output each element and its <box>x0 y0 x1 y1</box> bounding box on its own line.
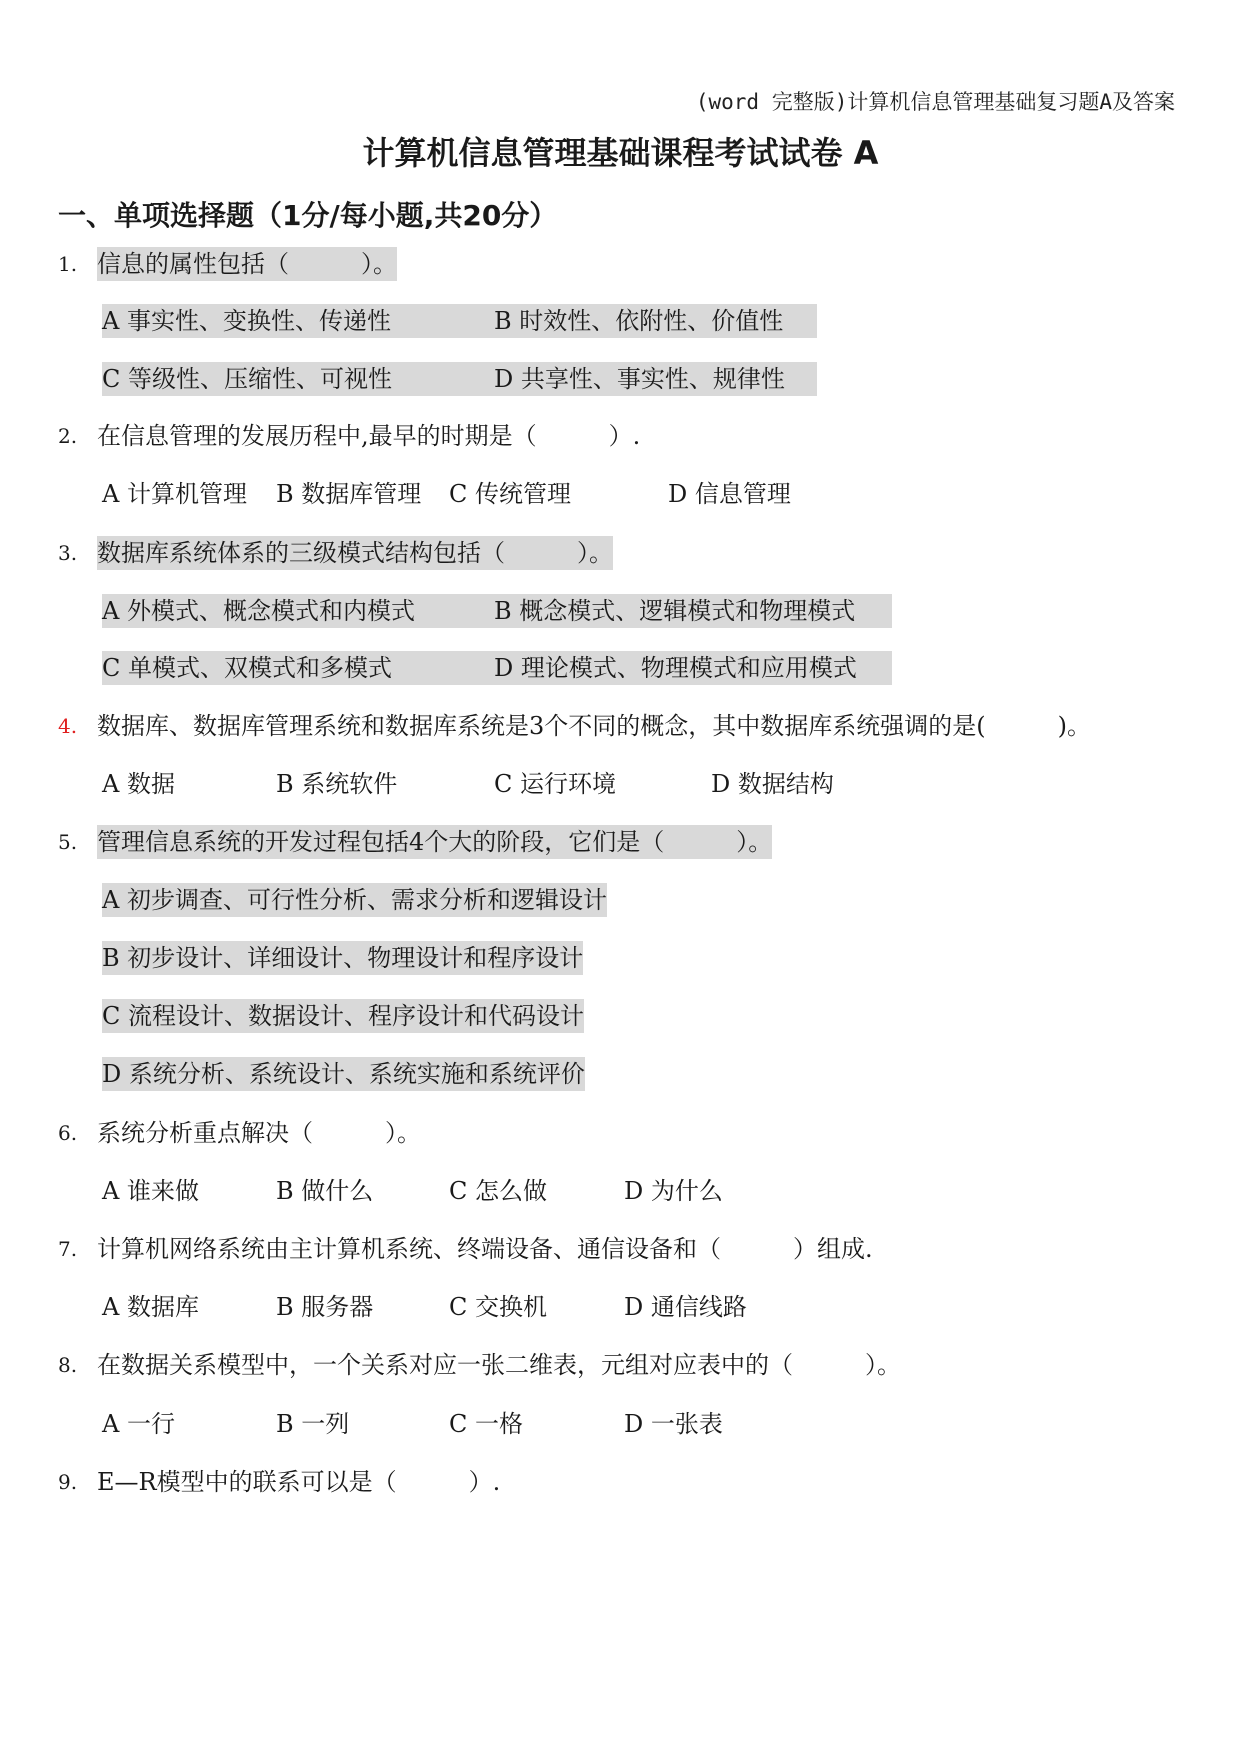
option-b: B 初步设计、详细设计、物理设计和程序设计 <box>102 941 583 975</box>
option-b: B 时效性、依附性、价值性 <box>494 307 784 335</box>
option-row <box>102 883 862 917</box>
question-4 <box>0 709 1241 743</box>
option-c: C 传统管理 <box>449 480 571 508</box>
question-number: 2. <box>58 424 78 448</box>
option-b: B 数据库管理 <box>276 480 422 508</box>
question-text: 数据库系统体系的三级模式结构包括（ ）。 <box>97 536 613 570</box>
question-text: 在信息管理的发展历程中,最早的时期是（ ）. <box>97 422 641 450</box>
question-number: 1. <box>58 252 78 276</box>
option-a: A 数据 <box>102 770 175 798</box>
options-row <box>102 767 862 801</box>
question-number: 7. <box>58 1237 78 1261</box>
question-3 <box>0 536 1241 570</box>
options-row <box>102 304 817 338</box>
option-d: D 为什么 <box>624 1177 723 1205</box>
question-number: 4. <box>58 714 78 738</box>
question-5 <box>0 825 1241 859</box>
option-a: A 谁来做 <box>102 1177 199 1205</box>
section-heading: 一、单项选择题（1分/每小题,共20分） <box>58 199 558 232</box>
option-c: C 流程设计、数据设计、程序设计和代码设计 <box>102 999 584 1033</box>
option-d: D 数据结构 <box>711 770 834 798</box>
option-a: A 一行 <box>102 1410 175 1438</box>
question-9 <box>0 1465 1241 1499</box>
option-c: C 等级性、压缩性、可视性 <box>102 365 392 393</box>
question-text: 计算机网络系统由主计算机系统、终端设备、通信设备和（ ）组成. <box>97 1235 873 1263</box>
option-d: D 系统分析、系统设计、系统实施和系统评价 <box>102 1057 585 1091</box>
options-row <box>102 1290 862 1324</box>
option-a: A 初步调查、可行性分析、需求分析和逻辑设计 <box>102 883 607 917</box>
option-b: B 做什么 <box>276 1177 374 1205</box>
options-row <box>102 651 892 685</box>
option-c: C 运行环境 <box>494 770 616 798</box>
question-text: 系统分析重点解决（ ）。 <box>97 1119 421 1147</box>
option-row <box>102 999 862 1033</box>
option-d: D 通信线路 <box>624 1293 747 1321</box>
question-1 <box>0 247 1241 281</box>
option-d: D 共享性、事实性、规律性 <box>494 365 785 393</box>
question-7 <box>0 1232 1241 1266</box>
question-2 <box>0 419 1241 453</box>
question-number: 6. <box>58 1121 78 1145</box>
question-8 <box>0 1348 1241 1382</box>
option-b: B 概念模式、逻辑模式和物理模式 <box>494 597 856 625</box>
question-text: 在数据关系模型中，一个关系对应一张二维表，元组对应表中的（ ）。 <box>97 1351 901 1379</box>
options-row <box>102 594 892 628</box>
running-head: (word 完整版)计算机信息管理基础复习题A及答案 <box>695 90 1175 114</box>
option-c: C 怎么做 <box>449 1177 547 1205</box>
question-text: 管理信息系统的开发过程包括4个大的阶段，它们是（ ）。 <box>97 825 772 859</box>
options-row <box>102 1174 862 1208</box>
options-row <box>102 1407 862 1441</box>
question-text: 数据库、数据库管理系统和数据库系统是3个不同的概念，其中数据库系统强调的是( )。 <box>97 712 1091 740</box>
question-number: 9. <box>58 1470 78 1494</box>
question-number: 5. <box>58 830 78 854</box>
question-number: 3. <box>58 541 78 565</box>
options-row <box>102 477 862 511</box>
option-c: C 一格 <box>449 1410 523 1438</box>
question-6 <box>0 1116 1241 1150</box>
option-d: D 理论模式、物理模式和应用模式 <box>494 654 857 682</box>
option-b: B 一列 <box>276 1410 350 1438</box>
option-a: A 数据库 <box>102 1293 199 1321</box>
option-a: A 计算机管理 <box>102 480 247 508</box>
option-row <box>102 1057 862 1091</box>
question-text: E—R模型中的联系可以是（ ）. <box>97 1468 501 1496</box>
option-b: B 系统软件 <box>276 770 398 798</box>
question-number: 8. <box>58 1353 78 1377</box>
option-a: A 事实性、变换性、传递性 <box>102 307 391 335</box>
document-title: 计算机信息管理基础课程考试试卷 A <box>362 134 879 172</box>
question-text: 信息的属性包括（ ）。 <box>97 247 397 281</box>
option-d: D 一张表 <box>624 1410 723 1438</box>
option-c: C 交换机 <box>449 1293 547 1321</box>
option-c: C 单模式、双模式和多模式 <box>102 654 392 682</box>
option-row <box>102 941 862 975</box>
option-b: B 服务器 <box>276 1293 374 1321</box>
option-a: A 外模式、概念模式和内模式 <box>102 597 415 625</box>
options-row <box>102 362 817 396</box>
option-d: D 信息管理 <box>668 480 791 508</box>
